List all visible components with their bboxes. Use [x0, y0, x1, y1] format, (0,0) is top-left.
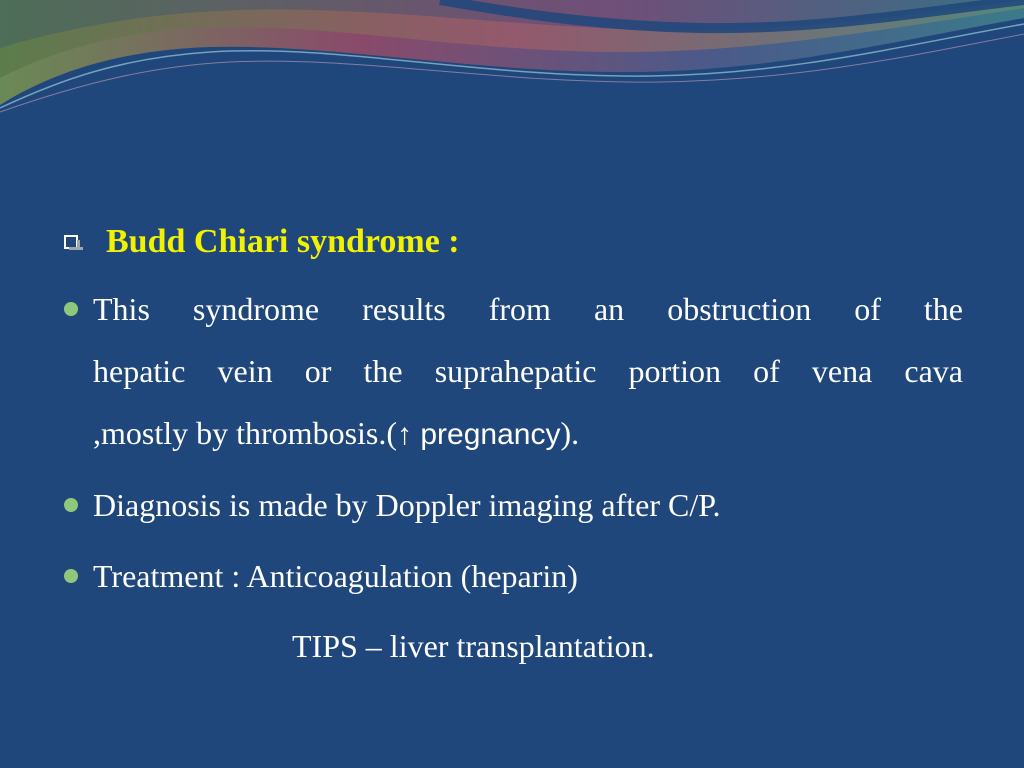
- bullet-dot-icon: [64, 569, 78, 583]
- bullet-item-diagnosis: [64, 474, 720, 536]
- slide-heading: Budd Chiari syndrome :: [106, 223, 460, 260]
- definition-paragraph: [93, 278, 963, 466]
- heading-row: [64, 220, 460, 264]
- treatment-continuation: TIPS – liver transplantation.: [292, 628, 655, 664]
- treatment-text: Treatment : Anticoagulation (heparin): [93, 558, 578, 594]
- decorative-wave-banner: [0, 0, 1024, 130]
- pregnancy-increase-note: ↑ pregnancy: [397, 418, 561, 451]
- bullet-item-definition: [64, 278, 963, 466]
- bullet-dot-icon: [64, 302, 78, 316]
- diagnosis-text: Diagnosis is made by Doppler imaging after C/P.: [93, 487, 721, 523]
- definition-line-2: hepatic vein or the suprahepatic portion of vena cava: [93, 353, 963, 389]
- definition-line-1: This syndrome results from an obstruction of the: [93, 291, 963, 327]
- bullet-item-treatment: [64, 545, 578, 607]
- bullet-dot-icon: [64, 498, 78, 512]
- definition-line-3: [93, 402, 963, 466]
- definition-line-3-prefix: ,mostly by thrombosis.(: [93, 415, 398, 451]
- definition-line-3-suffix: ).: [560, 415, 580, 451]
- checkbox-bullet-icon: [64, 235, 78, 249]
